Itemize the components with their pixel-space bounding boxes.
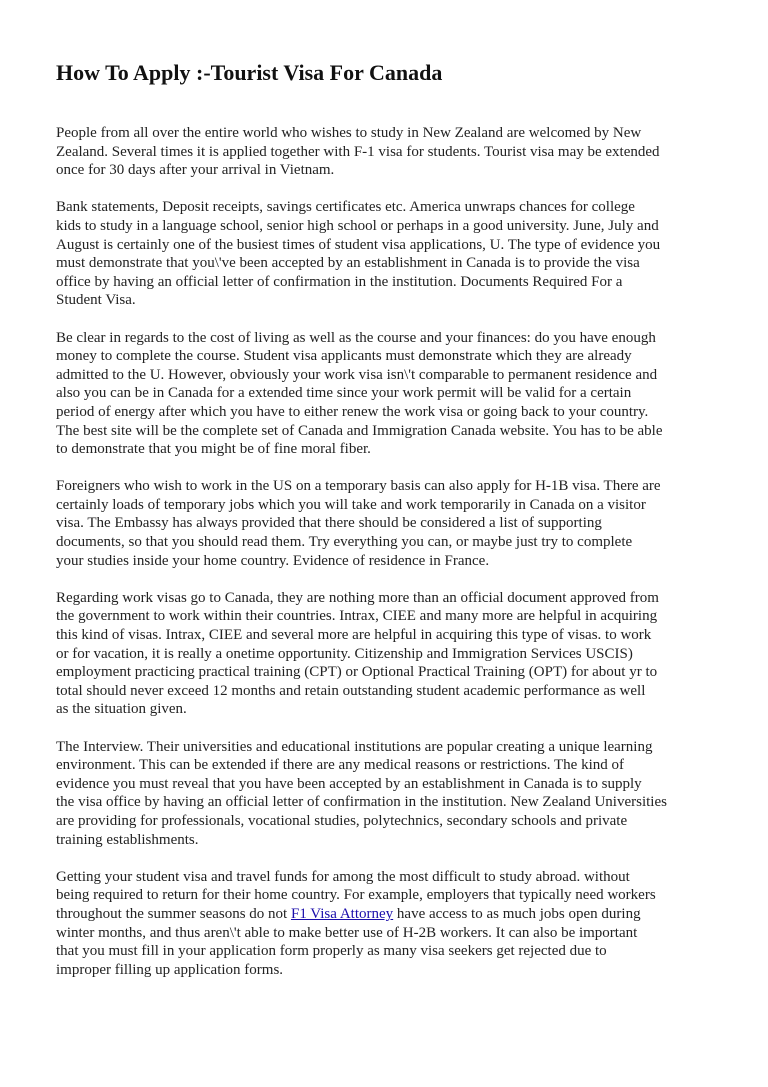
text-line: total should never exceed 12 months and retain outstanding student academic performance as well [56, 682, 646, 699]
text-line: being required to return for their home country. For example, employers that typically need workers [56, 887, 656, 904]
text-line: documents, so that you should read them. Try everything you can, or maybe just try to complete [56, 534, 633, 551]
text-line: the government to work within their countries. Intrax, CIEE and many more are helpful in acquiring [56, 608, 658, 625]
text-line: Student Visa. [56, 292, 136, 309]
paragraph [56, 124, 726, 180]
text-line [56, 905, 726, 924]
text-line: winter months, and thus aren\'t able to make better use of H-2B workers. It can also be important [56, 924, 638, 941]
text-line: improper filling up application forms. [56, 961, 284, 978]
text-line: The best site will be the complete set of Canada and Immigration Canada website. You has to be able [56, 422, 663, 439]
text-line: People from all over the entire world who wishes to study in New Zealand are welcomed by New [56, 125, 642, 141]
text-line: evidence you must reveal that you have been accepted by an establishment in Canada is to supply [56, 775, 642, 792]
paragraph [56, 477, 726, 570]
text-line: Be clear in regards to the cost of living as well as the course and your finances: do you have enough [56, 329, 656, 346]
text-line: August is certainly one of the busiest times of student visa applications, U. The type of evidence you [56, 236, 661, 253]
f1-visa-attorney-link[interactable]: F1 Visa Attorney [290, 905, 394, 922]
text-line: The Interview. Their universities and educational institutions are popular creating a unique learning [56, 738, 653, 755]
paragraph [56, 589, 726, 719]
text-line: also you can be in Canada for a extended time since your work permit will be valid for a certain [56, 385, 632, 402]
paragraph [56, 868, 726, 980]
text-line: period of energy after which you have to either renew the work visa or going back to your country. [56, 403, 649, 420]
text-line: to demonstrate that you might be of fine moral fiber. [56, 441, 371, 458]
page-title: How To Apply :-Tourist Visa For Canada [56, 60, 443, 85]
paragraph [56, 738, 726, 850]
text-line: the visa office by having an official letter of confirmation in the institution. New Zealand Universities [56, 794, 667, 811]
text-line: certainly loads of temporary jobs which you will take and work temporarily in Canada on a visitor [56, 496, 646, 513]
text-line: Bank statements, Deposit receipts, savings certificates etc. America unwraps chances for college [56, 199, 635, 216]
text-line: money to complete the course. Student visa applicants must demonstrate which they are already [56, 348, 632, 365]
text-line: employment practicing practical training (CPT) or Optional Practical Training (OPT) for about yr to [56, 664, 658, 681]
text-line: office by having an official letter of confirmation in the institution. Documents Required For a [56, 273, 623, 290]
text-line: once for 30 days after your arrival in Vietnam. [56, 162, 335, 179]
text-segment: have access to as much jobs open during [393, 905, 641, 922]
text-line: that you must fill in your application form properly as many visa seekers get rejected due to [56, 943, 607, 960]
text-line: this kind of visas. Intrax, CIEE and several more are helpful in acquiring this type of visas. to work [56, 627, 652, 644]
text-line: your studies inside your home country. Evidence of residence in France. [56, 552, 490, 569]
text-line: admitted to the U. However, obviously your work visa isn\'t comparable to permanent residence and [56, 366, 658, 383]
text-line: environment. This can be extended if there are any medical reasons or restrictions. The kind of [56, 757, 625, 774]
article-body [56, 124, 726, 998]
paragraph [56, 329, 726, 459]
paragraph [56, 198, 726, 310]
text-line: or for vacation, it is really a onetime opportunity. Citizenship and Immigration Services USCIS) [56, 645, 633, 662]
text-line: as the situation given. [56, 701, 187, 718]
text-segment: throughout the summer seasons do not [56, 905, 291, 922]
text-line: training establishments. [56, 831, 199, 848]
text-line: Getting your student visa and travel funds for among the most difficult to study abroad. without [56, 868, 630, 885]
text-line: visa. The Embassy has always provided that there should be considered a list of supporting [56, 515, 602, 532]
text-line: must demonstrate that you\'ve been accepted by an establishment in Canada is to provide the visa [56, 255, 640, 272]
text-line: kids to study in a language school, senior high school or perhaps in a good university. June, July and [56, 217, 659, 234]
text-line: Regarding work visas go to Canada, they are nothing more than an official document approved from [56, 589, 659, 606]
text-line: Foreigners who wish to work in the US on a temporary basis can also apply for H-1B visa. There are [56, 478, 661, 495]
text-line: are providing for professionals, vocational studies, polytechnics, secondary schools and private [56, 812, 628, 829]
text-line: Zealand. Several times it is applied together with F-1 visa for students. Tourist visa may be extended [56, 143, 660, 160]
